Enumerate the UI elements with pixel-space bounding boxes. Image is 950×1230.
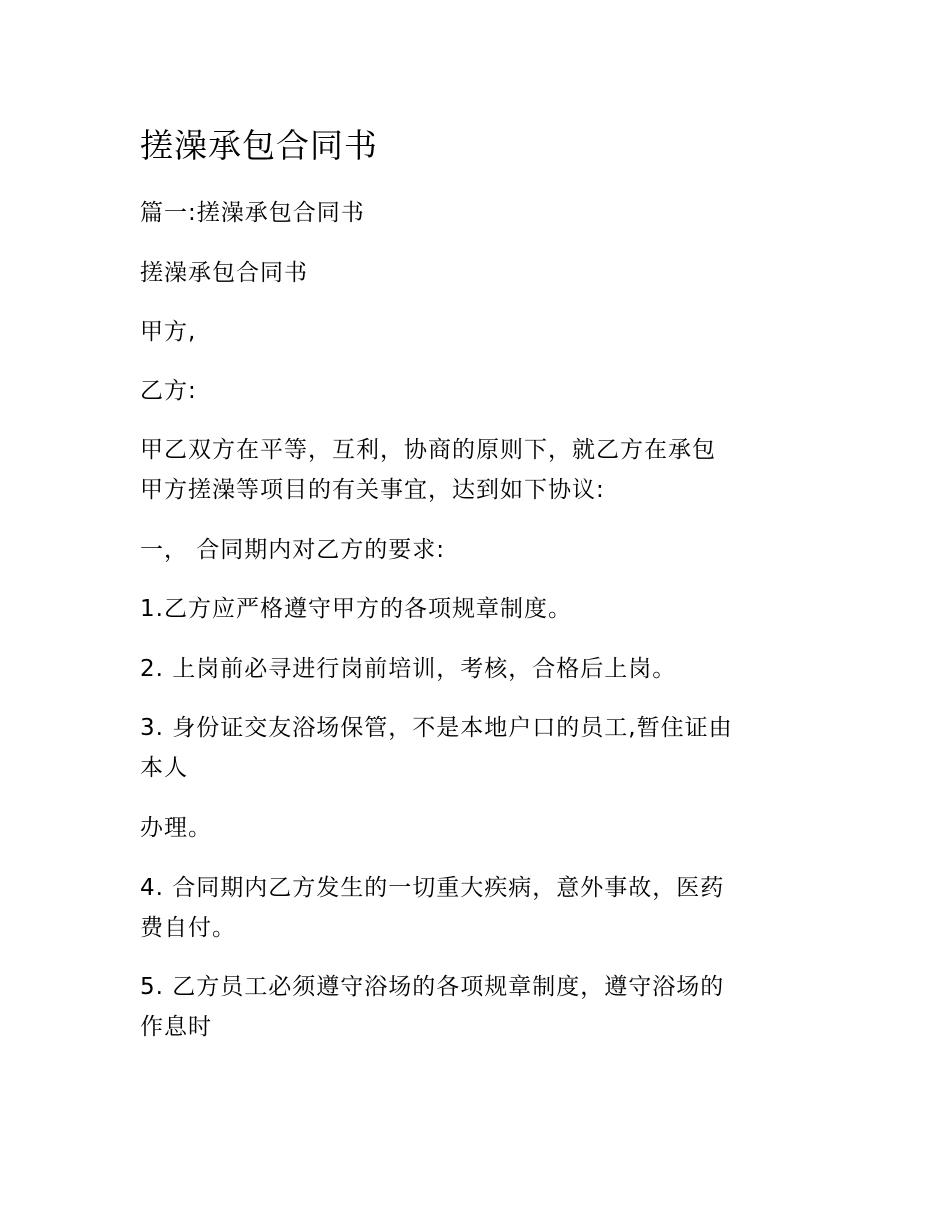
list-item-line: 作息时 [140,1014,212,1040]
list-item-line: 费自付。 [140,915,236,941]
list-item: 2. 上岗前必寻进行岗前培训，考核，合格后上岗。 [140,656,677,682]
list-item [140,868,820,948]
clause-heading: 一， 合同期内对乙方的要求: [140,537,446,563]
list-item-line: 4. 合同期内乙方发生的一切重大疾病，意外事故，医药 [140,875,725,901]
list-item [140,967,820,1047]
list-item-line: 5. 乙方员工必须遵守浴场的各项规章制度，遵守浴场的 [140,974,725,1000]
list-item: 1.乙方应严格遵守甲方的各项规章制度。 [140,596,572,622]
party-a-line: 甲方, [140,319,197,345]
document-title: 搓澡承包合同书 [140,126,378,165]
list-item: 办理。 [140,815,212,841]
contract-subtitle: 搓澡承包合同书 [140,260,308,286]
intro-line: 甲乙双方在平等，互利，协商的原则下，就乙方在承包 [140,437,716,463]
party-b-line: 乙方: [140,378,197,404]
list-item [140,708,820,788]
intro-paragraph [140,430,820,510]
section-heading: 篇一:搓澡承包合同书 [140,200,365,226]
intro-line: 甲方搓澡等项目的有关事宜，达到如下协议: [140,477,605,503]
list-item-line: 本人 [140,755,188,781]
list-item-line: 3. 身份证交友浴场保管，不是本地户口的员工,暂住证由 [140,715,733,741]
